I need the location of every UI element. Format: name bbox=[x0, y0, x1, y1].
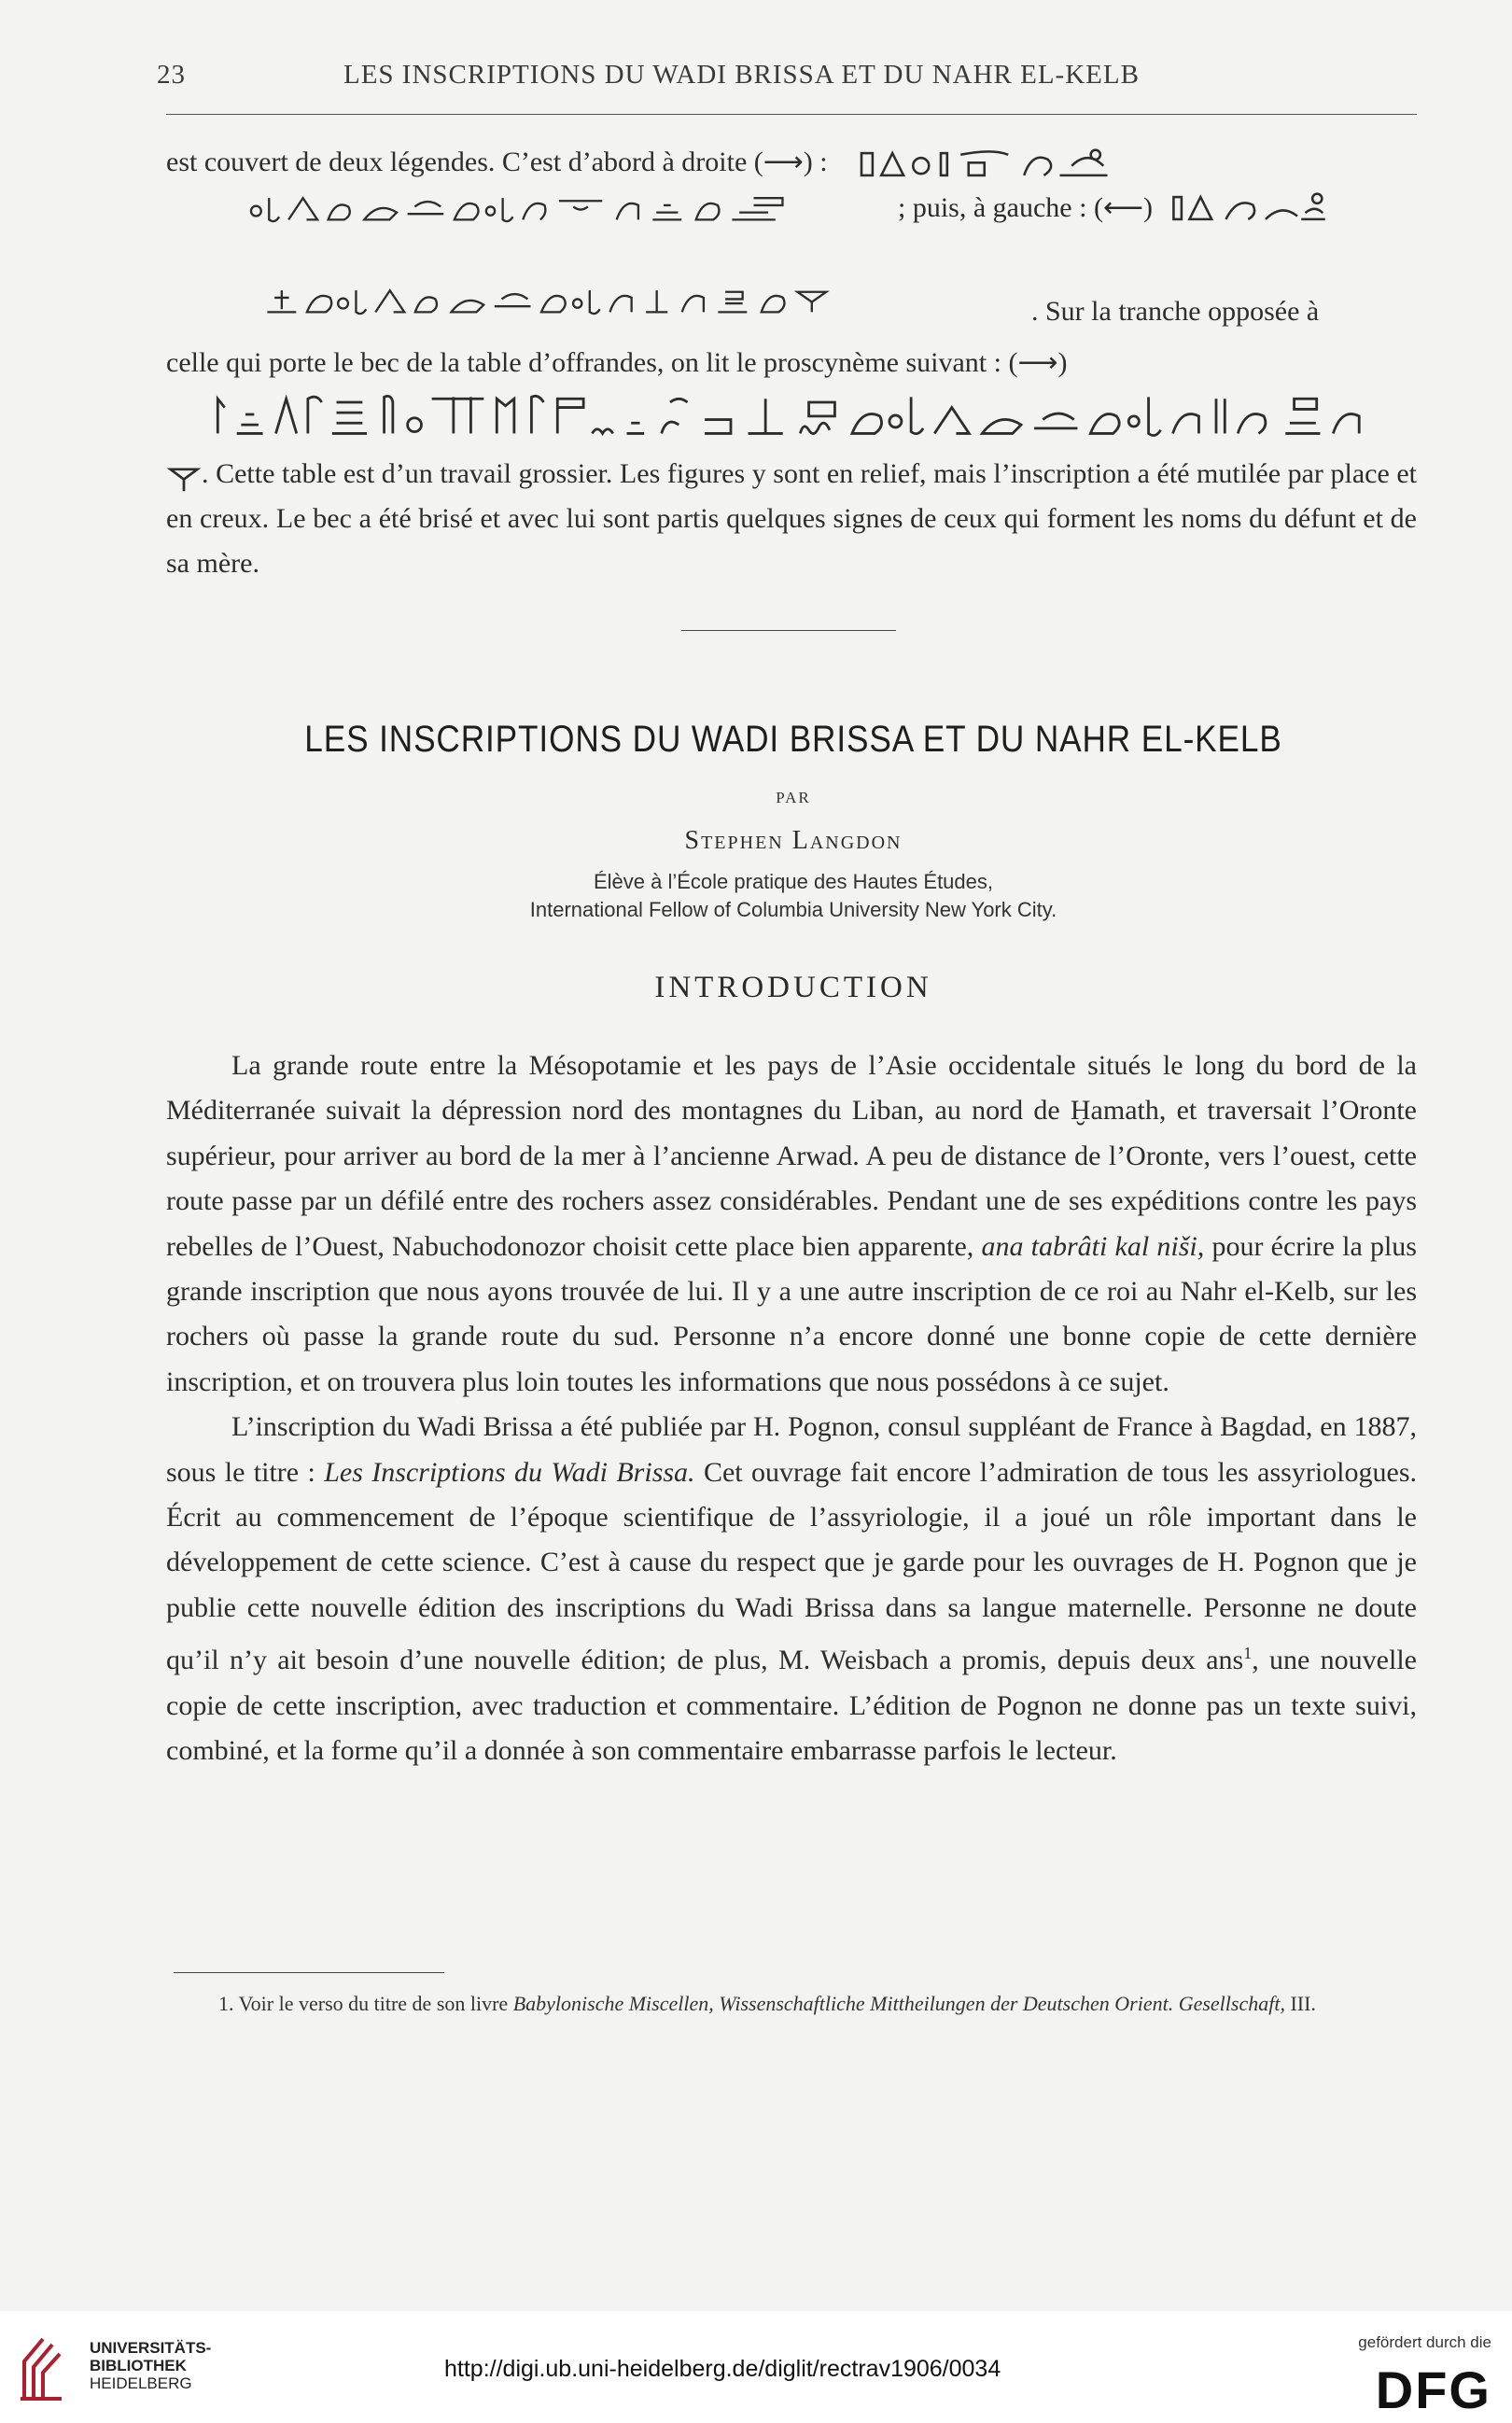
arrow-left-icon: ⟵ bbox=[1102, 192, 1143, 223]
introduction-body bbox=[166, 1043, 1417, 1774]
prev-line-1 bbox=[166, 140, 1417, 185]
footnote-rule bbox=[174, 1972, 444, 1973]
prev-text-1b: ) : bbox=[803, 147, 828, 177]
university-library-name: UNIVERSITÄTS- BIBLIOTHEK HEIDELBERG bbox=[90, 2339, 212, 2392]
university-library-logo-icon bbox=[17, 2333, 63, 2404]
running-title: LES INSCRIPTIONS DU WADI BRISSA ET DU NAHR EL-KELB bbox=[343, 60, 1140, 90]
prev-text-4: celle qui porte le bec de la table d’offrandes, on lit le proscynème suivant : ( bbox=[166, 347, 1018, 378]
prev-final-paragraph bbox=[166, 452, 1417, 586]
dfg-logo: DFG bbox=[1375, 2360, 1491, 2419]
sur-la-tranche-text: . Sur la tranche opposée à bbox=[1031, 296, 1320, 327]
author-affiliation-2: International Fellow of Columbia University New York City. bbox=[529, 898, 1057, 921]
byline-par: PAR bbox=[776, 789, 811, 806]
footnote: 1. Voir le verso du titre de son livre Babylonische Miscellen, Wissenschaftliche Mittheilungen der Deutschen Orient. Gesellschaft, III. bbox=[218, 1992, 1316, 2015]
section-separator-rule bbox=[681, 630, 896, 631]
hieroglyph-line-5 bbox=[166, 390, 1417, 444]
author-affiliation-1: Élève à l’École pratique des Hautes Études, bbox=[593, 870, 994, 893]
prev-line-4 bbox=[166, 341, 1417, 385]
hieroglyph-group-icon bbox=[834, 148, 1142, 180]
digitization-footer bbox=[0, 2311, 1512, 2423]
footnote-italic: Babylonische Miscellen, Wissenschaftliche Mittheilungen der Deutschen Orient. Gesellschaft, bbox=[512, 1992, 1285, 2015]
page-number: 23 bbox=[157, 60, 186, 90]
paragraph-1: La grande route entre la Mésopotamie et les pays de l’Asie occidentale situés le long du bord de la Méditerranée suivait la dépression nord des montagnes du Liban, au nord de Ḫamath, et traversait l’Oronte supérieur, pour arriver au bord de la mer à l’ancienne Arwad. A peu de distance de l’Oronte, vers l’ouest, cette route passe par un défilé entre des rochers assez considérables. Pendant une de ses expéditions contre les pays rebelles de l’Ouest, Nabuchodonozor choisit cette place bien apparente, ana tabrâti kal niši, pour écrire la plus grande inscription que nous ayons trouvée de lui. Il y a une autre inscription de ce roi au Nahr el-Kelb, sur les rochers où passe la grande route du sud. Personne n’a encore donné une bonne copie de cette dernière inscription, et on trouvera plus loin toutes les informations que nous possédons à ce sujet. bbox=[166, 1050, 1417, 1397]
hieroglyph-group-icon bbox=[1156, 192, 1343, 224]
footnote-marker: 1 bbox=[1243, 1644, 1253, 1663]
author-name: Stephen Langdon bbox=[684, 826, 903, 855]
hieroglyph-group-icon bbox=[166, 285, 1025, 316]
italic-book-title: Les Inscriptions du Wadi Brissa. bbox=[324, 1456, 695, 1488]
source-url-link[interactable]: http://digi.ub.uni-heidelberg.de/diglit/rectrav1906/0034 bbox=[444, 2356, 1001, 2382]
footnote-number: 1. bbox=[218, 1992, 234, 2015]
italic-phrase: ana tabrâti kal niši, bbox=[981, 1230, 1205, 1262]
hieroglyph-line-2 bbox=[166, 191, 1343, 245]
puis-gauche-text: ; puis, à gauche : (⟵) bbox=[898, 192, 1153, 223]
prev-text-1: est couvert de deux légendes. C’est d’abord à droite ( bbox=[166, 147, 763, 177]
prev-text-4b: ) bbox=[1057, 347, 1068, 378]
arrow-right-icon: ⟶ bbox=[763, 147, 804, 177]
header-rule bbox=[166, 114, 1417, 115]
paragraph-2: L’inscription du Wadi Brissa a été publiée par H. Pognon, consul suppléant de France à Bagdad, en 1887, sous le titre : Les Inscriptions du Wadi Brissa. Cet ouvrage fait encore l’admiration de tous les assyriologues. Écrit au commencement de l’époque scientifique de l’assyriologie, il a joué un rôle important dans le développement de cette science. C’est à cause du respect que je garde pour les ouvrages de H. Pognon que je publie cette nouvelle édition des inscriptions du Wadi Brissa dans sa langue maternelle. Personne ne doute qu’il n’y ait besoin d’une nouvelle édition; de plus, M. Weisbach a promis, depuis deux ans$^1$, une nouvelle copie de cette inscription, avec traduction et commentaire. L’édition de Pognon ne donne pas un texte suivi, combiné, et la forme qu’il a donnée à son commentaire embarrasse parfois le lecteur. bbox=[166, 1411, 1418, 1767]
article-title: LES INSCRIPTIONS DU WADI BRISSA ET DU NAHR EL-KELB bbox=[304, 719, 1282, 760]
section-heading-introduction: INTRODUCTION bbox=[654, 971, 932, 1004]
hieroglyph-group-icon bbox=[166, 192, 894, 224]
hieroglyph-group-icon bbox=[166, 390, 1417, 439]
prev-text-final: . Cette table est d’un travail grossier. Les figures y sont en relief, mais l’inscription a été mutilée par place et en creux. Le bec a été brisé et avec lui sont partis quelques signes de ceux qui forment les noms du défunt et de sa mère. bbox=[166, 458, 1417, 579]
arrow-right-icon: ⟶ bbox=[1017, 347, 1058, 378]
offering-table-icon bbox=[166, 459, 202, 493]
funded-by-label: gefördert durch die bbox=[1358, 2333, 1491, 2351]
